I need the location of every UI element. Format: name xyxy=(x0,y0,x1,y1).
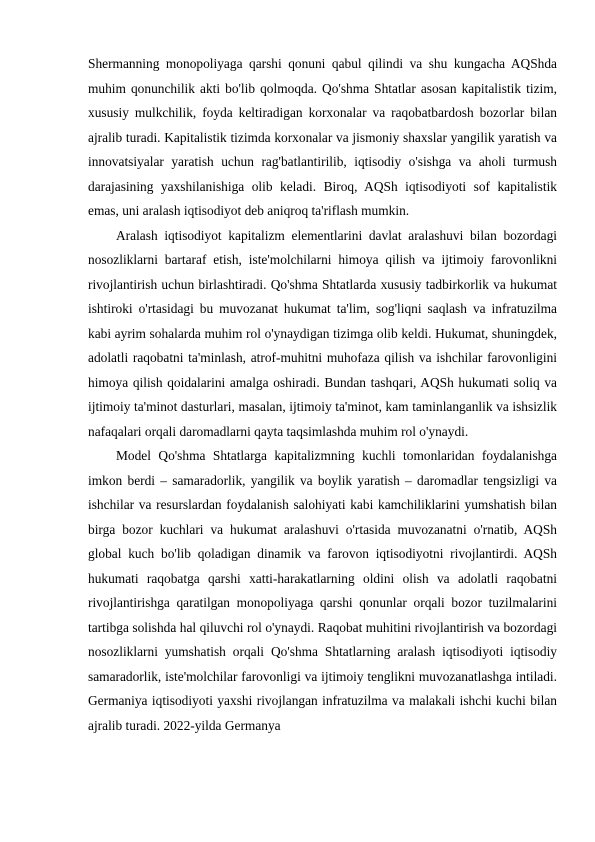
paragraph-3: Model Qo'shma Shtatlarga kapitalizmning kuchli tomonlaridan foydalanishga imkon berdi – samaradorlik, yangilik va boylik yaratish – daromadlar tengsizligi va ishchilar va resurslardan foydalanish salohiyati kabi kamchiliklarini yumshatish bilan birga bozor kuchlari va hukumat aralashuvi o'rtasida muvozanatni o'rnatib, AQSh global kuch bo'lib qoladigan dinamik va farovon iqtisodiyotni rivojlantirdi. AQSh hukumati raqobatga qarshi xatti-harakatlarning oldini olish va adolatli raqobatni rivojlantirishga qaratilgan monopoliyaga qarshi qonunlar orqali bozor tuzilmalarini tartibga solishda hal qiluvchi rol o'ynaydi. Raqobat muhitini rivojlantirish va bozordagi nosozliklarni yumshatish orqali Qo'shma Shtatlarning aralash iqtisodiyoti iqtisodiy samaradorlik, iste'molchilar farovonligi va ijtimoiy tenglikni muvozanatlashga intiladi. Germaniya iqtisodiyoti yaxshi rivojlangan infratuzilma va malakali ishchi kuchi bilan ajralib turadi. 2022-yilda Germanya xyxy=(88,448,557,733)
paragraph-1: Shermanning monopoliyaga qarshi qonuni qabul qilindi va shu kungacha AQShda muhim qonunchilik akti bo'lib qolmoqda. Qo'shma Shtatlar asosan kapitalistik tizim, xususiy mulkchilik, foyda keltiradigan korxonalar va raqobatbardosh bozorlar bilan ajralib turadi. Kapitalistik tizimda korxonalar va jismoniy shaxslar yangilik yaratish va innovatsiyalar yaratish uchun rag'batlantirilib, iqtisodiy o'sishga va aholi turmush darajasining yaxshilanishiga olib keladi. Biroq, AQSh iqtisodiyoti sof kapitalistik emas, uni aralash iqtisodiyot deb aniqroq ta'riflash mumkin. xyxy=(88,56,557,218)
document-body xyxy=(88,52,557,738)
paragraph-2: Aralash iqtisodiyot kapitalizm elementlarini davlat aralashuvi bilan bozordagi nosozliklarni bartaraf etish, iste'molchilarni himoya qilish va ijtimoiy farovonlikni rivojlantirish uchun birlashtiradi. Qo'shma Shtatlarda xususiy tadbirkorlik va hukumat ishtiroki o'rtasidagi bu muvozanat hukumat ta'lim, sog'liqni saqlash va infratuzilma kabi ayrim sohalarda muhim rol o'ynaydigan tizimga olib keldi. Hukumat, shuningdek, adolatli raqobatni ta'minlash, atrof-muhitni muhofaza qilish va ishchilar farovonligini himoya qilish qoidalarini amalga oshiradi. Bundan tashqari, AQSh hukumati soliq va ijtimoiy ta'minot dasturlari, masalan, ijtimoiy ta'minot, kam taminlanganlik va ishsizlik nafaqalari orqali daromadlarni qayta taqsimlashda muhim rol o'ynaydi. xyxy=(88,227,557,439)
